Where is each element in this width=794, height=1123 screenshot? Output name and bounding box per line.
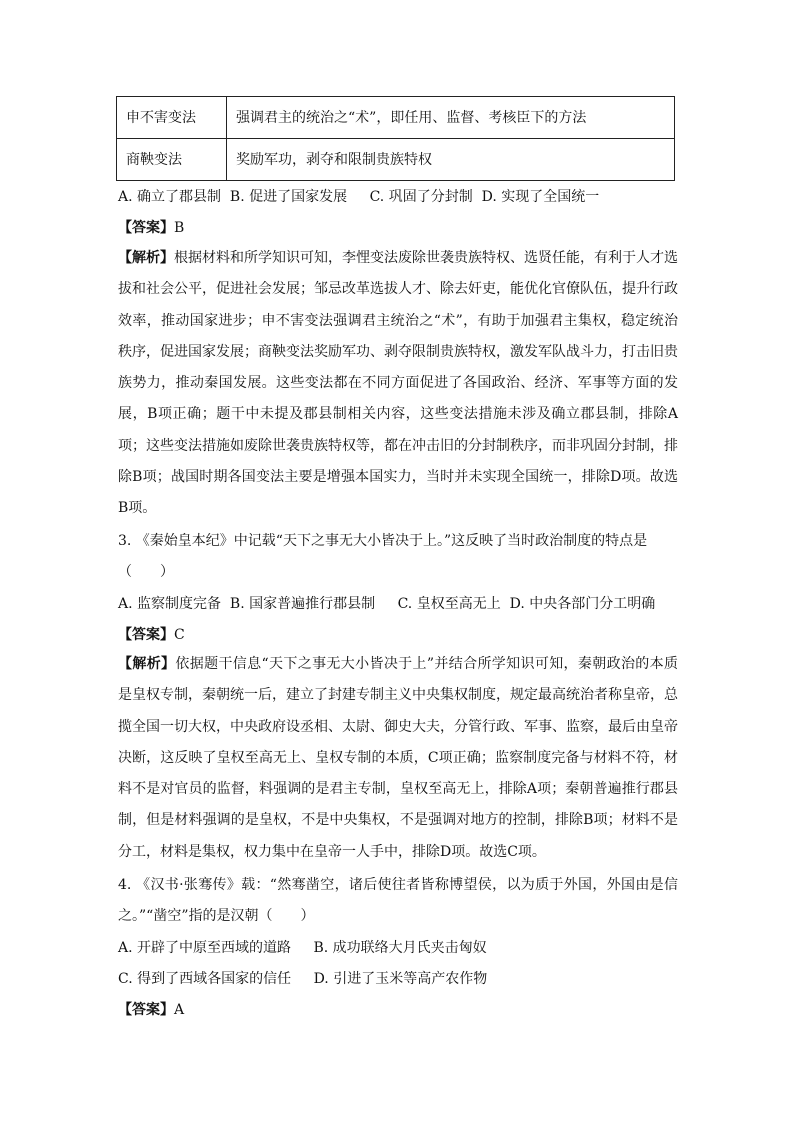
answer-tag: 【答案】 [118, 1002, 174, 1018]
q4-option-d: D. 引进了玉米等高产农作物 [313, 971, 488, 987]
q3-option-a: A. 监察制度完备 [118, 596, 222, 612]
q3-stem: 3. 《秦始皇本纪》中记载“天下之事无大小皆决于上。”这反映了当时政治制度的特点是 [118, 533, 648, 549]
q2-options [118, 188, 599, 206]
table-cell-reform: 商鞅变法 [117, 139, 227, 181]
table-cell-content: 奖励军功，剥夺和限制贵族特权 [227, 139, 675, 181]
analysis-text: 依据题干信息“天下之事无大小皆决于上”并结合所学知识可知，秦朝政治的本质是皇权专制，秦朝统一后，建立了封建专制主义中央集权制度，规定最高统治者称皇帝，总揽全国一切大权，中央政府设丞相、太尉、御史大夫，分管行政、军事、监察，最后由皇帝决断，这反映了皇权至高无上、皇权专制的本质，C项正确；监察制度完备与材料不符，材料不是对官员的监督，料强调的是君主专制，皇权至高无上，排除A项；秦朝普遍推行郡县制，但是材料强调的是皇权，不是中央集权，不是强调对地方的控制，排除B项；材料不是分工，材料是集权，权力集中在皇帝一人手中，排除D项。故选C项。 [118, 656, 679, 860]
answer-tag: 【答案】 [118, 627, 174, 643]
q2-answer [118, 219, 184, 237]
q4-option-b: B. 成功联络大月氏夹击匈奴 [313, 940, 487, 956]
table-cell-content: 强调君主的统治之“术”，即任用、监督、考核臣下的方法 [227, 97, 675, 139]
table-row [117, 139, 675, 181]
q3-option-c: C. 皇权至高无上 [397, 596, 501, 612]
answer-tag: 【答案】 [118, 220, 174, 236]
q3-blank: （ ） [118, 564, 174, 580]
analysis-tag: 【解析】 [118, 656, 176, 672]
analysis-tag: 【解析】 [118, 250, 174, 266]
q4-stem: 4. 《汉书·张骞传》载：“然骞凿空，诸后使往者皆称博望侯，以为质于外国，外国由是信之。”“凿空”指的是汉朝（ ） [118, 877, 678, 925]
q2-option-a: A. 确立了郡县制 [118, 189, 222, 205]
q2-option-c: C. 巩固了分封制 [369, 189, 473, 205]
q3-options [118, 595, 655, 613]
answer-value: C [174, 627, 185, 643]
reform-table [116, 96, 675, 181]
q3-option-d: D. 中央各部门分工明确 [509, 596, 656, 612]
analysis-text: 根据材料和所学知识可知，李悝变法废除世袭贵族特权、选贤任能，有利于人才选拔和社会公平，促进社会发展；邹忌改革选拔人才、除去奸吏，能优化官僚队伍，提升行政效率，推动国家进步；申不害变法强调君主统治之“术”，有助于加强君主集权，稳定统治秩序，促进国家发展；商鞅变法奖励军功、剥夺限制贵族特权，激发军队战斗力，打击旧贵族势力，推动秦国发展。这些变法都在不同方面促进了各国政治、经济、军事等方面的发展，B项正确；题干中未提及郡县制相关内容，这些变法措施未涉及确立郡县制，排除A项；这些变法措施如废除世袭贵族特权等，都在冲击旧的分封制秩序，而非巩固分封制，排除B项；战国时期各国变法主要是增强本国实力，当时并未实现全国统一，排除D项。故选B项。 [118, 250, 678, 517]
q4-answer [118, 1001, 184, 1019]
q3-answer [118, 626, 185, 644]
table-cell-reform: 申不害变法 [117, 97, 227, 139]
table-row [117, 97, 675, 139]
answer-value: A [174, 1002, 185, 1018]
q2-option-b: B. 促进了国家发展 [229, 189, 348, 205]
q3-option-b: B. 国家普遍推行郡县制 [229, 596, 376, 612]
answer-value: B [174, 220, 185, 236]
q2-option-d: D. 实现了全国统一 [481, 189, 600, 205]
q3-analysis [118, 649, 678, 868]
q4-option-c: C. 得到了西域各国家的信任 [118, 971, 292, 987]
q4-options-row-2 [118, 970, 487, 988]
q2-analysis [118, 243, 678, 525]
q4-options-row-1 [118, 939, 487, 957]
q4-option-a: A. 开辟了中原至西域的道路 [118, 940, 292, 956]
